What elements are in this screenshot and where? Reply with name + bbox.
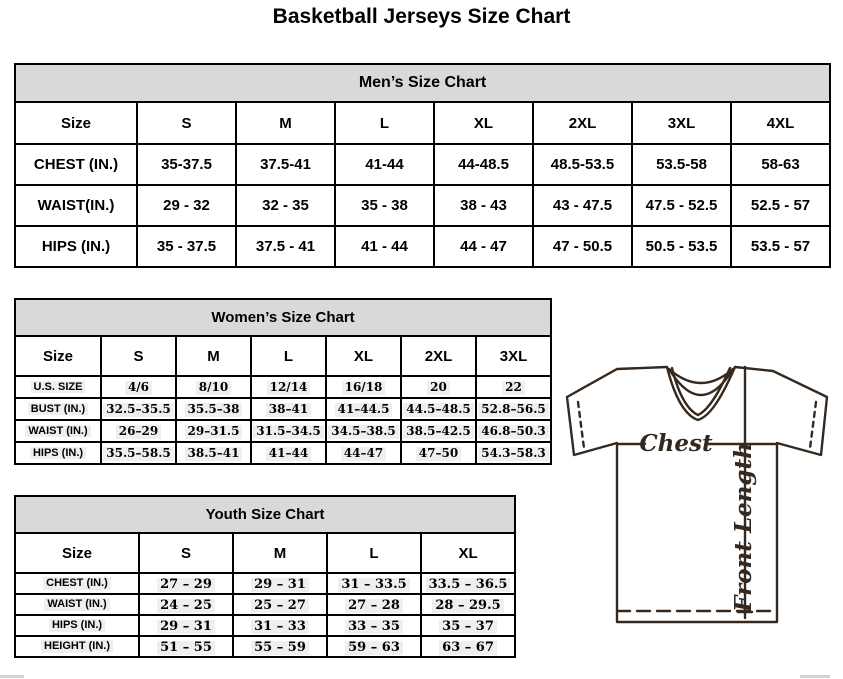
cell: 22 [476,376,551,398]
cell: 44.5–48.5 [401,398,476,420]
womens-col-header: S [101,336,176,376]
mens-col-header: L [335,102,434,144]
youth-size-table [14,495,516,658]
youth-hips-row [15,615,515,636]
cell: 53.5-58 [632,144,731,185]
cell: 27 – 28 [327,594,421,615]
cell: 35-37.5 [137,144,236,185]
mens-col-header: S [137,102,236,144]
row-label: HIPS (IN.) [15,442,101,464]
cell: 41–44 [251,442,326,464]
mens-col-header: 2XL [533,102,632,144]
cell: 44–47 [326,442,401,464]
womens-col-header: L [251,336,326,376]
cell: 25 – 27 [233,594,327,615]
womens-hips-row [15,442,551,464]
cell: 12/14 [251,376,326,398]
cell: 47–50 [401,442,476,464]
cell: 59 – 63 [327,636,421,657]
mens-col-header: Size [15,102,137,144]
youth-table-title: Youth Size Chart [15,496,515,533]
cell: 38.5–41 [176,442,251,464]
row-label: WAIST(IN.) [15,185,137,226]
womens-col-header: 3XL [476,336,551,376]
row-label: U.S. SIZE [15,376,101,398]
row-label: CHEST (IN.) [15,144,137,185]
row-label: CHEST (IN.) [15,573,139,594]
cell: 33 – 35 [327,615,421,636]
jersey-illustration [555,355,843,635]
chest-label: Chest [639,430,713,457]
cell: 29 – 31 [233,573,327,594]
cell: 52.8–56.5 [476,398,551,420]
front-length-label: Front Length [730,442,757,612]
cell: 29 - 32 [137,185,236,226]
row-label: HIPS (IN.) [15,226,137,267]
row-label: BUST (IN.) [15,398,101,420]
youth-height-row [15,636,515,657]
jersey-outline [567,367,827,622]
cell: 50.5 - 53.5 [632,226,731,267]
left-sleeve-stitch [578,402,584,448]
cell: 48.5-53.5 [533,144,632,185]
womens-waist-row [15,420,551,442]
cell: 8/10 [176,376,251,398]
cell: 38–41 [251,398,326,420]
cell: 41 - 44 [335,226,434,267]
cell: 63 – 67 [421,636,515,657]
cell: 35 - 37.5 [137,226,236,267]
womens-col-header: XL [326,336,401,376]
cell: 55 – 59 [233,636,327,657]
cell: 32.5–35.5 [101,398,176,420]
cell: 35 – 37 [421,615,515,636]
womens-table-title: Women’s Size Chart [15,299,551,336]
cell: 34.5–38.5 [326,420,401,442]
cell: 44 - 47 [434,226,533,267]
right-sleeve-stitch [810,402,816,448]
cell: 33.5 – 36.5 [421,573,515,594]
cell: 31 – 33 [233,615,327,636]
scrollbar-fragment-right[interactable] [800,675,830,678]
cell: 24 – 25 [139,594,233,615]
cell: 51 – 55 [139,636,233,657]
cell: 53.5 - 57 [731,226,830,267]
youth-col-header: Size [15,533,139,573]
womens-bust-row [15,398,551,420]
cell: 35 - 38 [335,185,434,226]
cell: 20 [401,376,476,398]
cell: 43 - 47.5 [533,185,632,226]
cell: 44-48.5 [434,144,533,185]
cell: 28 – 29.5 [421,594,515,615]
row-label: WAIST (IN.) [15,594,139,615]
youth-col-header: M [233,533,327,573]
cell: 54.3–58.3 [476,442,551,464]
cell: 46.8–50.3 [476,420,551,442]
cell: 29–31.5 [176,420,251,442]
mens-waist-row [15,185,830,226]
cell: 32 - 35 [236,185,335,226]
mens-col-header: 4XL [731,102,830,144]
cell: 37.5 - 41 [236,226,335,267]
page-title: Basketball Jerseys Size Chart [272,5,571,28]
row-label: WAIST (IN.) [15,420,101,442]
cell: 4/6 [101,376,176,398]
mens-header-row [15,102,830,144]
row-label: HEIGHT (IN.) [15,636,139,657]
cell: 35.5–58.5 [101,442,176,464]
mens-table-title: Men’s Size Chart [15,64,830,102]
youth-col-header: L [327,533,421,573]
cell: 27 – 29 [139,573,233,594]
cell: 41-44 [335,144,434,185]
mens-size-table [14,63,831,268]
womens-col-header: Size [15,336,101,376]
youth-chest-row [15,573,515,594]
youth-col-header: S [139,533,233,573]
cell: 47.5 - 52.5 [632,185,731,226]
cell: 35.5–38 [176,398,251,420]
womens-col-header: M [176,336,251,376]
youth-waist-row [15,594,515,615]
womens-col-header: 2XL [401,336,476,376]
mens-chest-row [15,144,830,185]
cell: 41–44.5 [326,398,401,420]
cell: 31.5–34.5 [251,420,326,442]
cell: 31 – 33.5 [327,573,421,594]
cell: 38 - 43 [434,185,533,226]
mens-hips-row [15,226,830,267]
jersey-measurement-diagram [555,355,843,635]
cell: 38.5–42.5 [401,420,476,442]
mens-col-header: 3XL [632,102,731,144]
cell: 58-63 [731,144,830,185]
mens-col-header: XL [434,102,533,144]
collar-inner [672,368,730,415]
womens-header-row [15,336,551,376]
cell: 26–29 [101,420,176,442]
row-label: HIPS (IN.) [15,615,139,636]
youth-header-row [15,533,515,573]
womens-size-table [14,298,552,465]
youth-col-header: XL [421,533,515,573]
mens-col-header: M [236,102,335,144]
womens-ussize-row [15,376,551,398]
scrollbar-fragment-left[interactable] [0,675,24,678]
cell: 47 - 50.5 [533,226,632,267]
cell: 29 – 31 [139,615,233,636]
cell: 37.5-41 [236,144,335,185]
cell: 16/18 [326,376,401,398]
cell: 52.5 - 57 [731,185,830,226]
